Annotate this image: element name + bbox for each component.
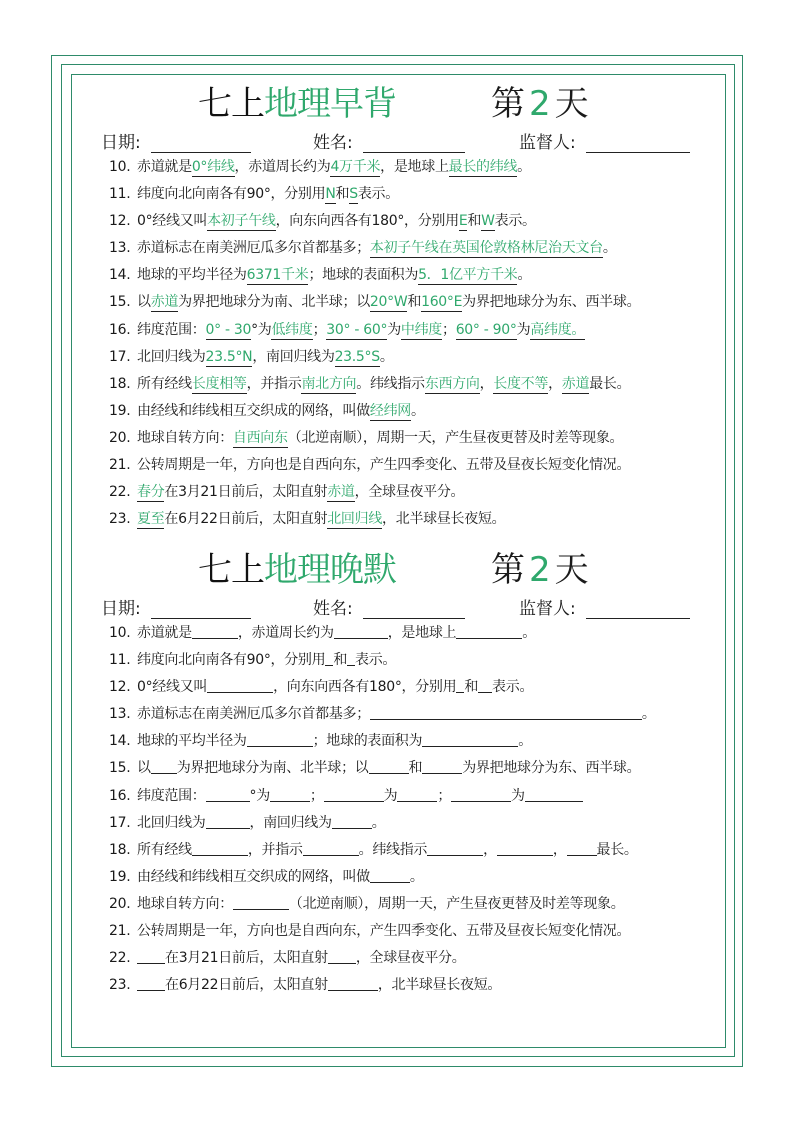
question-text: ，北半球昼长夜短。 [377,977,502,994]
question-number: 15. [109,760,131,777]
question-text: 地球的平均半径为 [137,733,247,750]
question-number: 12. [109,213,131,230]
question-text: 和 [335,186,350,203]
question-text: 由经线和纬线相互交织成的网络，叫做 [137,402,370,419]
evening-title [198,548,396,592]
fill-in-blank[interactable] [247,731,313,747]
question-text: ； [437,787,452,804]
morning-day-label [491,82,589,126]
day-prefix: 第 [491,550,525,590]
question-text: ，并指示 [246,375,302,392]
question-text: 在3月21日前后，太阳直射 [165,950,328,967]
fill-in-blank[interactable] [233,894,289,910]
question-text: 。 [517,159,531,175]
question-text: 纬度范围： [137,787,206,804]
answer-highlight: E [458,213,468,230]
question-text: 为 [516,321,531,338]
fill-in-blank[interactable] [397,786,437,802]
fill-in-blank[interactable] [137,975,165,991]
question-text: 以 [137,294,151,311]
answer-highlight: 长度不等 [493,375,549,392]
fill-in-blank[interactable] [497,840,553,856]
question-item [71,371,726,398]
question-text: 和 [333,652,348,669]
question-text: 地球自转方向： [137,429,233,446]
fill-in-blank[interactable] [192,840,248,856]
question-item [71,837,726,864]
question-item [71,864,726,891]
supervisor-field [519,594,690,619]
question-item [71,398,726,425]
question-text: 和 [408,760,423,777]
question-number: 21. [109,923,131,940]
evening-dictation-section [71,542,726,999]
fill-in-blank[interactable] [332,813,372,829]
question-number: 10. [109,159,131,175]
supervisor-line[interactable] [586,135,690,153]
question-text: 赤道就是 [137,625,192,641]
question-text: 北回归线为 [137,348,206,365]
date-line[interactable] [151,601,251,619]
title-highlight: 地理早背 [264,84,396,124]
fill-in-blank[interactable] [303,840,359,856]
question-item [71,647,726,674]
title-prefix: 七上 [198,84,264,124]
question-text: 为 [383,787,398,804]
answer-highlight: 中纬度 [400,321,442,338]
question-text: 为 [511,787,525,804]
date-line[interactable] [151,135,251,153]
question-number: 12. [109,679,131,696]
question-number: 18. [109,375,131,392]
answer-highlight: 赤道 [150,294,179,311]
question-text: 赤道标志在南美洲厄瓜多尔首都基多； [137,240,370,257]
fill-in-blank[interactable] [451,786,511,802]
question-number: 10. [109,625,131,641]
answer-highlight: 6371千米 [246,267,309,284]
question-text: 。 [409,868,424,885]
answer-highlight: 低纬度 [271,321,313,338]
fill-in-blank[interactable] [192,623,238,639]
question-text: 表示。 [494,213,536,230]
question-text: 表示。 [355,652,397,669]
evening-title-row [71,542,726,594]
name-line[interactable] [363,135,465,153]
question-item [71,479,726,506]
fill-in-blank[interactable] [334,623,388,639]
fill-in-blank[interactable] [324,786,384,802]
question-text: ，全球昼夜平分。 [355,950,466,967]
date-field [101,594,251,619]
question-text: 0°经线又叫 [137,213,208,230]
answer-highlight: 0° - 30 [205,321,252,338]
fill-in-blank[interactable] [422,731,518,747]
answer-highlight: 5．1亿平方千米 [418,267,518,284]
morning-item-list [71,154,726,533]
question-text: 。 [522,625,536,641]
question-text: °为 [251,321,272,338]
answer-highlight: 23.5°N [205,348,253,365]
question-text: 。纬线指示 [356,375,425,392]
question-number: 23. [109,511,131,528]
question-number: 16. [109,787,131,804]
question-text: 最长。 [589,375,631,392]
question-item [71,674,726,701]
question-item [71,701,726,728]
question-text: 。 [641,706,656,723]
answer-highlight: 0°纬线 [191,159,235,175]
question-number: 18. [109,841,131,858]
question-item [71,262,726,289]
question-number: 19. [109,402,131,419]
question-text: ，是地球上 [387,625,457,641]
fill-in-blank[interactable] [422,758,462,774]
question-text: ，全球昼夜平分。 [354,484,465,501]
answer-highlight: 60° - 90° [455,321,517,338]
day-prefix: 第 [491,84,525,124]
question-item [71,235,726,262]
answer-highlight: 160°E [421,294,463,311]
fill-in-blank[interactable] [525,786,583,802]
name-label: 姓名: [313,599,353,619]
question-text: 。 [602,240,617,257]
evening-day-label [491,548,589,592]
question-item [71,972,726,999]
question-number: 11. [109,652,131,669]
question-item [71,728,726,755]
date-label: 日期: [101,599,141,619]
question-item [71,344,726,371]
evening-meta-row [71,594,726,620]
answer-highlight: 经纬网 [369,402,412,419]
morning-title [198,82,396,126]
question-number: 11. [109,186,131,203]
question-text: ，南回归线为 [252,348,335,365]
supervisor-label: 监督人: [519,599,576,619]
question-text: ，是地球上 [380,159,449,175]
title-highlight: 地理晚默 [264,550,396,590]
question-number: 22. [109,484,131,501]
answer-highlight: 23.5°S [334,348,380,365]
fill-in-blank[interactable] [567,840,597,856]
question-text: （北逆南顺），周期一天，产生昼夜更替及时差等现象。 [288,895,625,912]
question-text: 。 [411,402,425,419]
question-item [71,181,726,208]
question-item [71,620,726,647]
fill-in-blank[interactable] [370,867,410,883]
question-number: 15. [109,294,131,311]
answer-highlight: 赤道 [327,484,355,501]
question-text: 公转周期是一年，方向也是自西向东，产生四季变化、五带及昼夜长短变化情况。 [137,457,631,474]
question-text: 地球的平均半径为 [137,267,247,284]
fill-in-blank[interactable] [207,677,273,693]
answer-highlight: 最长的纬线 [448,159,518,175]
question-text: 纬度向北向南各有90°，分别用 [137,186,326,203]
question-number: 17. [109,348,131,365]
fill-in-blank[interactable] [370,704,642,720]
question-number: 13. [109,706,131,723]
question-item [71,208,726,235]
name-field [313,128,465,153]
question-text: （北逆南顺），周期一天，产生昼夜更替及时差等现象。 [287,429,624,446]
question-text: 。 [371,814,386,831]
question-text: 和 [467,213,482,230]
question-number: 14. [109,733,131,750]
answer-highlight: 20°W [369,294,408,311]
supervisor-field [519,128,690,153]
question-number: 19. [109,868,131,885]
answer-highlight: 30° - 60° [326,321,388,338]
question-text: 公转周期是一年，方向也是自西向东，产生四季变化、五带及昼夜长短变化情况。 [137,923,631,940]
fill-in-blank[interactable] [369,758,409,774]
question-item [71,891,726,918]
question-text: 为界把地球分为南、北半球；以 [178,294,370,311]
question-number: 16. [109,321,131,338]
fill-in-blank[interactable] [328,948,356,964]
question-text: ，并指示 [247,841,303,858]
question-text: ，赤道周长约为 [234,159,331,175]
day-suffix: 天 [554,84,589,124]
question-text: 赤道标志在南美洲厄瓜多尔首都基多； [137,706,370,723]
question-text: 为界把地球分为东、西半球。 [462,760,641,777]
question-text: 由经线和纬线相互交织成的网络，叫做 [137,868,370,885]
question-text: ； [442,321,456,338]
question-text: 为界把地球分为东、西半球。 [462,294,641,311]
question-item [71,810,726,837]
question-text: 在6月22日前后，太阳直射 [164,511,328,528]
question-text: 所有经线 [137,375,192,392]
name-label: 姓名: [313,133,353,153]
date-field [101,128,251,153]
day-suffix: 天 [554,550,589,590]
fill-in-blank[interactable] [206,813,250,829]
answer-highlight: 东西方向 [424,375,480,392]
title-prefix: 七上 [198,550,264,590]
question-item [71,154,726,181]
question-number: 20. [109,895,131,912]
name-field [313,594,465,619]
question-text: ， [552,841,567,858]
answer-highlight: 本初子午线 [207,213,276,230]
answer-highlight: 北回归线 [327,511,383,528]
question-text: 为 [387,321,401,338]
answer-highlight: 4万千米 [330,159,381,175]
question-text: 最长。 [596,841,638,858]
fill-in-blank[interactable] [478,677,492,693]
question-text: ；地球的表面积为 [312,733,423,750]
morning-title-row [71,76,726,128]
question-item [71,755,726,782]
question-text: ，赤道周长约为 [237,625,334,641]
question-number: 20. [109,429,131,446]
question-number: 22. [109,950,131,967]
question-text: 地球自转方向： [137,895,233,912]
answer-highlight: W [481,213,495,230]
question-text: 为界把地球分为南、北半球；以 [176,760,369,777]
answer-highlight: 赤道 [561,375,590,392]
answer-highlight: 长度相等 [191,375,247,392]
answer-highlight: 本初子午线在英国伦敦格林尼治天文台 [369,240,603,257]
question-text: 以 [137,760,151,777]
name-line[interactable] [363,601,465,619]
fill-in-blank[interactable] [151,758,177,774]
question-number: 17. [109,814,131,831]
question-text: 。 [518,733,532,750]
question-text: ，南回归线为 [249,814,332,831]
day-number: 2 [529,550,551,590]
question-number: 21. [109,457,131,474]
question-number: 14. [109,267,131,284]
question-text: 北回归线为 [137,814,206,831]
question-text: ；地球的表面积为 [308,267,419,284]
question-text: 0°经线又叫 [137,679,208,696]
question-text: 纬度向北向南各有90°，分别用 [137,652,326,669]
question-item [71,289,726,316]
answer-highlight: 南北方向 [301,375,357,392]
morning-meta-row [71,128,726,154]
fill-in-blank[interactable] [347,650,355,666]
question-number: 23. [109,977,131,994]
fill-in-blank[interactable] [427,840,483,856]
evening-item-list [71,620,726,999]
question-item [71,945,726,972]
question-text: 所有经线 [137,841,192,858]
question-text: °为 [249,787,270,804]
question-text: 和 [464,679,479,696]
question-item [71,317,726,344]
fill-in-blank[interactable] [137,948,165,964]
question-item [71,918,726,945]
question-text: ，向东向西各有180°，分别用 [273,679,457,696]
question-text: 在6月22日前后，太阳直射 [165,977,328,994]
question-item [71,425,726,452]
fill-in-blank[interactable] [270,786,310,802]
fill-in-blank[interactable] [456,623,522,639]
question-text: 表示。 [357,186,399,203]
question-number: 13. [109,240,131,257]
answer-highlight: 自西向东 [232,429,288,446]
question-text: 表示。 [492,679,534,696]
fill-in-blank[interactable] [206,786,250,802]
question-text: 纬度范围： [137,321,206,338]
question-text: 赤道就是 [137,159,192,175]
answer-highlight: N [325,186,336,203]
question-text: ， [479,375,494,392]
question-text: ， [548,375,562,392]
fill-in-blank[interactable] [328,975,378,991]
supervisor-line[interactable] [586,601,690,619]
morning-recite-section [71,76,726,533]
question-item [71,452,726,479]
question-text: ； [312,321,327,338]
question-text: ，北半球昼长夜短。 [382,511,506,528]
supervisor-label: 监督人: [519,133,576,153]
question-text: ，向东向西各有180°，分别用 [275,213,459,230]
date-label: 日期: [101,133,141,153]
question-text: ， [483,841,497,858]
answer-highlight: 夏至 [137,511,165,528]
question-text: 和 [407,294,422,311]
answer-highlight: 春分 [137,484,165,501]
question-text: 。纬线指示 [358,841,428,858]
question-item [71,506,726,533]
question-text: ； [309,787,324,804]
question-item [71,783,726,810]
answer-highlight: S [349,186,358,203]
question-text: 。 [379,348,394,365]
day-number: 2 [529,84,551,124]
question-text: 。 [517,267,532,284]
answer-highlight: 高纬度。 [530,321,586,338]
question-text: 在3月21日前后，太阳直射 [164,484,328,501]
